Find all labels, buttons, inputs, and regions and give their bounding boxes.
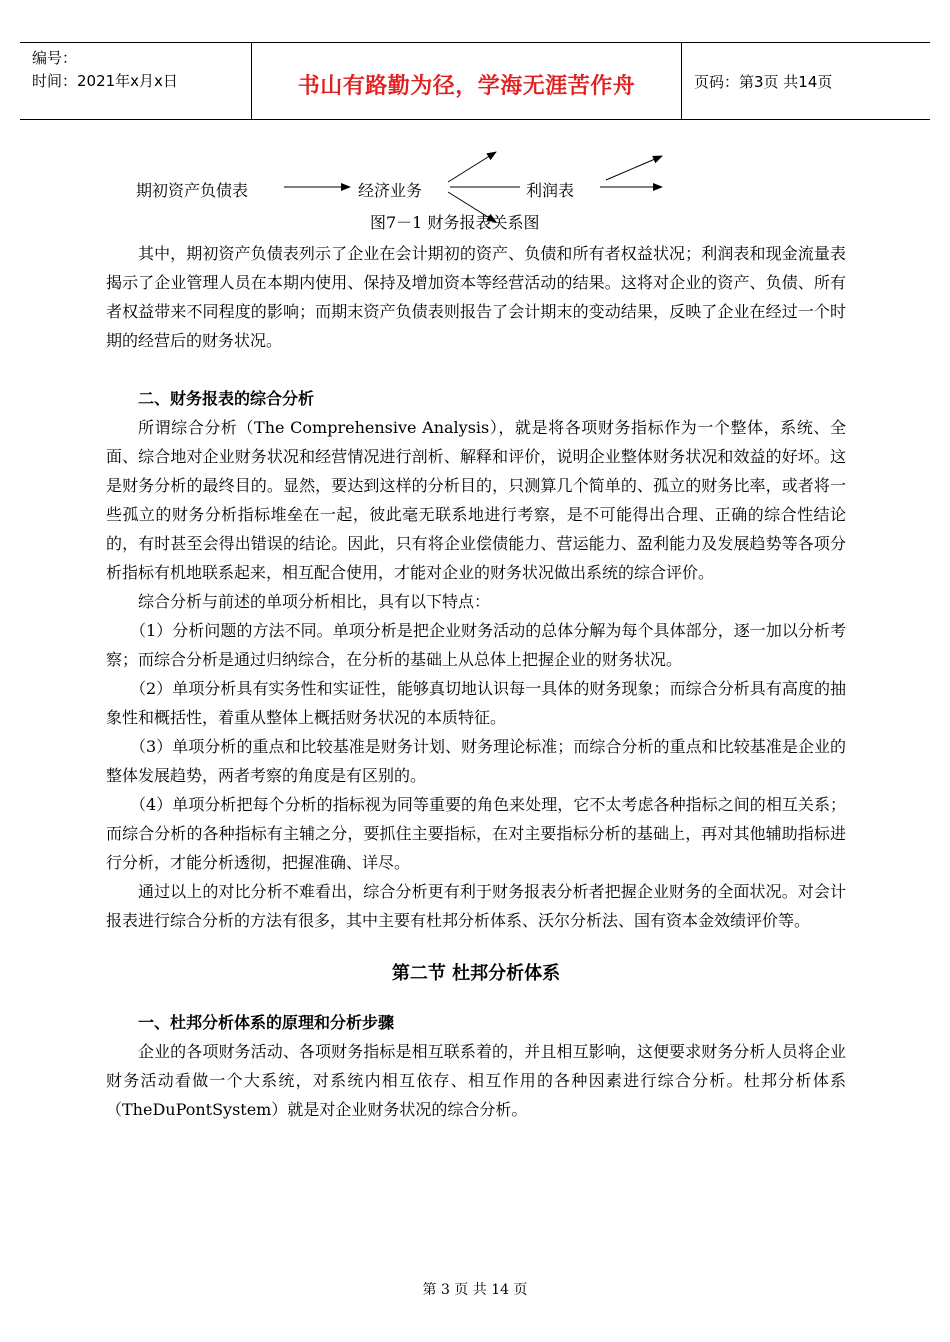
paragraph-3: 综合分析与前述的单项分析相比，具有以下特点：	[138, 592, 491, 611]
paragraph-7: （4）单项分析把每个分析的指标视为同等重要的角色来处理，它不太考虑各种指标之间的相互关系；而综合分析的各种指标有主辅之分，要抓住主要指标，在对主要指标分析的基础上，再对其他辅助指标进行分析，才能分析透彻，把握准确、详尽。	[106, 795, 846, 872]
paragraph-1: 其中，期初资产负债表列示了企业在会计期初的资产、负债和所有者权益状况；利润表和现金流量表揭示了企业管理人员在本期内使用、保持及增加资本等经营活动的结果。这将对企业的资产、负债、所有者权益带来不同程度的影响；而期末资产负债表则报告了会计期末的变动结果，反映了企业在经过一个时期的经营后的财务状况。	[106, 244, 846, 350]
page-footer	[0, 1279, 950, 1299]
footer-page-number: 第 3 页 共 14 页	[422, 1282, 528, 1298]
paragraph-4: （1）分析问题的方法不同。单项分析是把企业财务活动的总体分解为每个具体部分，逐一加以分析考察；而综合分析是通过归纳综合，在分析的基础上从总体上把握企业的财务状况。	[106, 621, 846, 669]
document-time-label: 时间：2021年x月x日	[32, 72, 178, 90]
paragraph-2: 所谓综合分析（The Comprehensive Analysis），就是将各项财务指标作为一个整体，系统、全面、综合地对企业财务状况和经营情况进行剖析、解释和评价，说明企业整体财务状况和效益的好坏。这是财务分析的最终目的。显然，要达到这样的分析目的，只测算几个简单的、孤立的财务比率，或者将一些孤立的财务分析指标堆垒在一起，彼此毫无联系地进行考察，是不可能得出合理、正确的综合性结论的，有时甚至会得出错误的结论。因此，只有将企业偿债能力、营运能力、盈利能力及发展趋势等各项分析指标有机地联系起来，相互配合使用，才能对企业的财务状况做出系统的综合评价。	[106, 418, 846, 582]
document-number-label: 编号：	[32, 49, 78, 67]
header-page-info	[682, 43, 930, 119]
node-economic-business: 经济业务	[358, 181, 423, 200]
section-heading-2: 二、财务报表的综合分析	[138, 389, 315, 408]
paragraph-5: （2）单项分析具有实务性和实证性，能够真切地认识每一具体的财务现象；而综合分析具有高度的抽象性和概括性，着重从整体上概括财务状况的本质特征。	[106, 679, 846, 727]
arrow-business-up	[448, 152, 496, 182]
document-body	[106, 239, 846, 1124]
diagram-caption: 图7－1 财务报表关系图	[370, 213, 540, 232]
node-income-statement: 利润表	[526, 181, 575, 200]
node-opening-balance-sheet: 期初资产负债表	[136, 181, 249, 200]
page-info-text: 页码：第3页 共14页	[694, 72, 833, 91]
header-meta	[20, 43, 252, 119]
header-motto-cell	[252, 43, 682, 119]
page-header	[20, 42, 930, 120]
paragraph-6: （3）单项分析的重点和比较基准是财务计划、财务理论标准；而综合分析的重点和比较基准是企业的整体发展趋势，两者考察的角度是有区别的。	[106, 737, 846, 785]
chapter-heading: 第二节 杜邦分析体系	[391, 963, 561, 984]
paragraph-8: 通过以上的对比分析不难看出，综合分析更有利于财务报表分析者把握企业财务的全面状况。对会计报表进行综合分析的方法有很多，其中主要有杜邦分析体系、沃尔分析法、国有资本金效绩评价等。	[106, 882, 846, 930]
subsection-heading-1: 一、杜邦分析体系的原理和分析步骤	[138, 1013, 395, 1032]
arrow-income-up	[606, 156, 662, 180]
paragraph-9: 企业的各项财务活动、各项财务指标是相互联系着的，并且相互影响，这便要求财务分析人员将企业财务活动看做一个大系统，对系统内相互依存、相互作用的各种因素进行综合分析。杜邦分析体系（TheDuPontSystem）就是对企业财务状况的综合分析。	[106, 1042, 846, 1119]
header-motto: 书山有路勤为径，学海无涯苦作舟	[297, 73, 636, 99]
